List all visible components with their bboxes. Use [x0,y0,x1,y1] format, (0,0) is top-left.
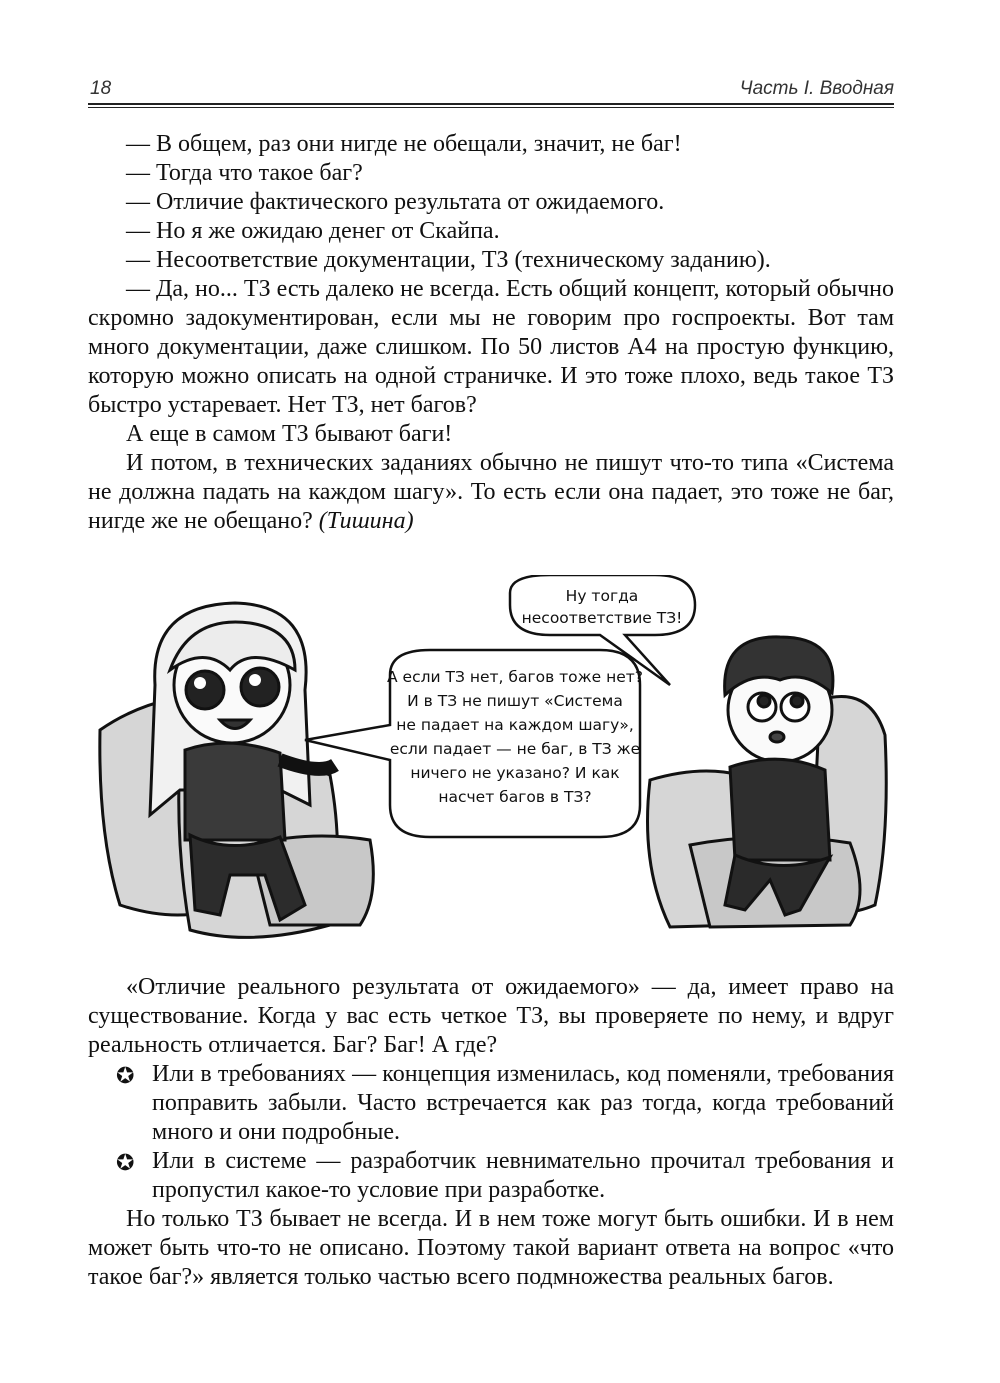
page-header [88,78,894,108]
paragraph: «Отличие реального результата от ожидаемого» — да, имеет право на существование. Когда у вас есть четкое ТЗ, вы проверяете по нему, и вдруг реальность отличается. Баг? Баг! А где? [88,974,894,1058]
bullet-list [88,1060,894,1205]
dialogue-block [88,130,894,536]
body-block [88,973,894,1292]
boy-character [725,637,833,915]
star-bullet-icon: ✪ [116,1150,135,1175]
tishina-remark: (Тишина) [318,508,414,534]
paragraph: И потом, в технических заданиях обычно не пишут что-то типа «Система не должна падать на каждом шагу». То есть если она падает, это тоже не баг, нигде же не обещано? (Тишина) [88,450,894,534]
bubble-left-line: ничего не указано? И как [410,764,620,782]
bubble-right-line: Ну тогда [565,587,639,605]
list-item: ✪ Или в системе — разработчик невнимательно прочитал требования и пропустил какое-то условие при разработке. [116,1148,894,1203]
star-bullet-icon: ✪ [116,1063,135,1088]
paragraph: — Да, но... ТЗ есть далеко не всегда. Есть общий концепт, который обычно скромно задокументирован, если мы не говорим про госпроекты. Вот там много документации, даже слишком. По 50 листов А4 на простую функцию, которую можно описать на одной страничке. И это тоже плохо, ведь такое ТЗ быстро устаревает. Нет ТЗ, нет багов? [88,276,894,418]
paragraph: — Но я же ожидаю денег от Скайпа. [126,218,500,244]
illustration [80,575,900,955]
paragraph: — Отличие фактического результата от ожидаемого. [126,189,665,215]
section-title: Часть I. Вводная [739,78,894,99]
bubble-left-line: если падает — не баг, в ТЗ же [389,740,641,758]
page-number: 18 [90,78,112,99]
header-rule [88,103,894,108]
paragraph: — В общем, раз они нигде не обещали, значит, не баг! [126,131,682,157]
list-item: ✪ Или в требованиях — концепция изменилась, код поменяли, требования поправить забыли. Часто встречается как раз тогда, когда требований много и они подробные. [116,1061,894,1145]
speech-bubble-left [305,650,643,837]
bubble-left-line: не падает на каждом шагу», [396,716,634,734]
bubble-left-line: А если ТЗ нет, багов тоже нет? [387,668,643,686]
paragraph: Но только ТЗ бывает не всегда. И в нем тоже могут быть ошибки. И в нем может быть что-то не описано. Поэтому такой вариант ответа на вопрос «что такое баг?» является только частью всего подмножества реальных багов. [88,1206,894,1290]
paragraph: А еще в самом ТЗ бывают баги! [126,421,453,447]
bubble-left-line: И в ТЗ не пишут «Система [407,692,623,710]
bubble-right-line: несоответствие ТЗ! [521,609,683,627]
paragraph: — Несоответствие документации, ТЗ (техническому заданию). [126,247,771,273]
bubble-left-line: насчет багов в ТЗ? [438,788,592,806]
paragraph: — Тогда что такое баг? [126,160,363,186]
